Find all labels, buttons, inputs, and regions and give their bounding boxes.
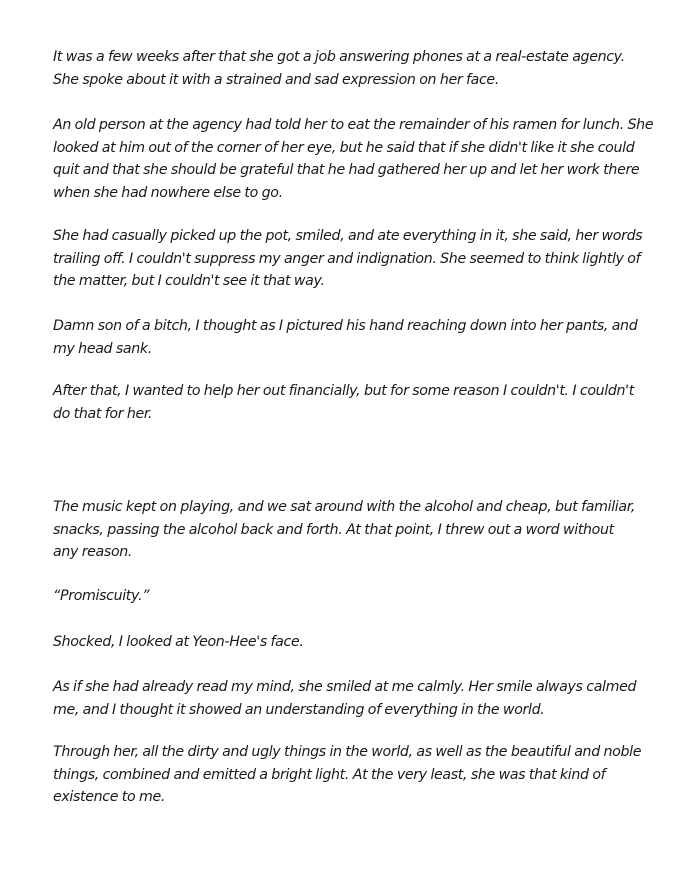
text-line: She spoke about it with a strained and sad expression on her face. bbox=[53, 71, 499, 88]
text-line: existence to me. bbox=[53, 789, 165, 805]
paragraph-1 bbox=[53, 46, 653, 91]
text-line: Damn son of a bitch, I thought as I pictured his hand reaching down into her pants, and bbox=[53, 318, 638, 334]
text-line: trailing off. I couldn't suppress my anger and indignation. She seemed to think lightly of bbox=[53, 250, 641, 267]
text-line: An old person at the agency had told her to eat the remainder of his ramen for lunch. She bbox=[53, 117, 654, 133]
text-line: my head sank. bbox=[53, 340, 152, 357]
text-line: snacks, passing the alcohol back and forth. At that point, I threw out a word without bbox=[53, 521, 614, 538]
text-line: She had casually picked up the pot, smiled, and ate everything in it, she said, her words bbox=[53, 228, 643, 244]
text-line: It was a few weeks after that she got a job answering phones at a real-estate agency. bbox=[53, 49, 625, 65]
paragraph-4 bbox=[53, 315, 653, 360]
text-line: quit and that she should be grateful that he had gathered her up and let her work there bbox=[53, 162, 640, 178]
text-line: As if she had already read my mind, she smiled at me calmly. Her smile always calmed bbox=[53, 679, 637, 695]
text-line: “Promiscuity.” bbox=[53, 588, 150, 604]
paragraph-3 bbox=[53, 225, 653, 293]
text-line: the matter, but I couldn't see it that way. bbox=[53, 273, 325, 289]
text-line: things, combined and emitted a bright light. At the very least, she was that kind of bbox=[53, 766, 606, 783]
paragraph-7 bbox=[53, 585, 653, 608]
text-line: After that, I wanted to help her out financially, but for some reason I couldn't. I couldn't bbox=[53, 383, 634, 399]
paragraph-9 bbox=[53, 676, 653, 721]
text-line: Shocked, I looked at Yeon-Hee's face. bbox=[53, 634, 304, 650]
text-line: The music kept on playing, and we sat around with the alcohol and cheap, but familiar, bbox=[53, 499, 636, 515]
text-line: do that for her. bbox=[53, 405, 153, 422]
text-line: when she had nowhere else to go. bbox=[53, 184, 283, 201]
text-line: looked at him out of the corner of her eye, but he said that if she didn't like it she could bbox=[53, 139, 635, 156]
paragraph-8 bbox=[53, 631, 653, 654]
paragraph-6 bbox=[53, 496, 653, 564]
text-line: Through her, all the dirty and ugly things in the world, as well as the beautiful and noble bbox=[53, 744, 642, 760]
paragraph-5 bbox=[53, 380, 653, 425]
paragraph-2 bbox=[53, 114, 653, 204]
paragraph-10 bbox=[53, 741, 653, 809]
text-line: any reason. bbox=[53, 544, 133, 560]
text-line: me, and I thought it showed an understanding of everything in the world. bbox=[53, 701, 545, 718]
